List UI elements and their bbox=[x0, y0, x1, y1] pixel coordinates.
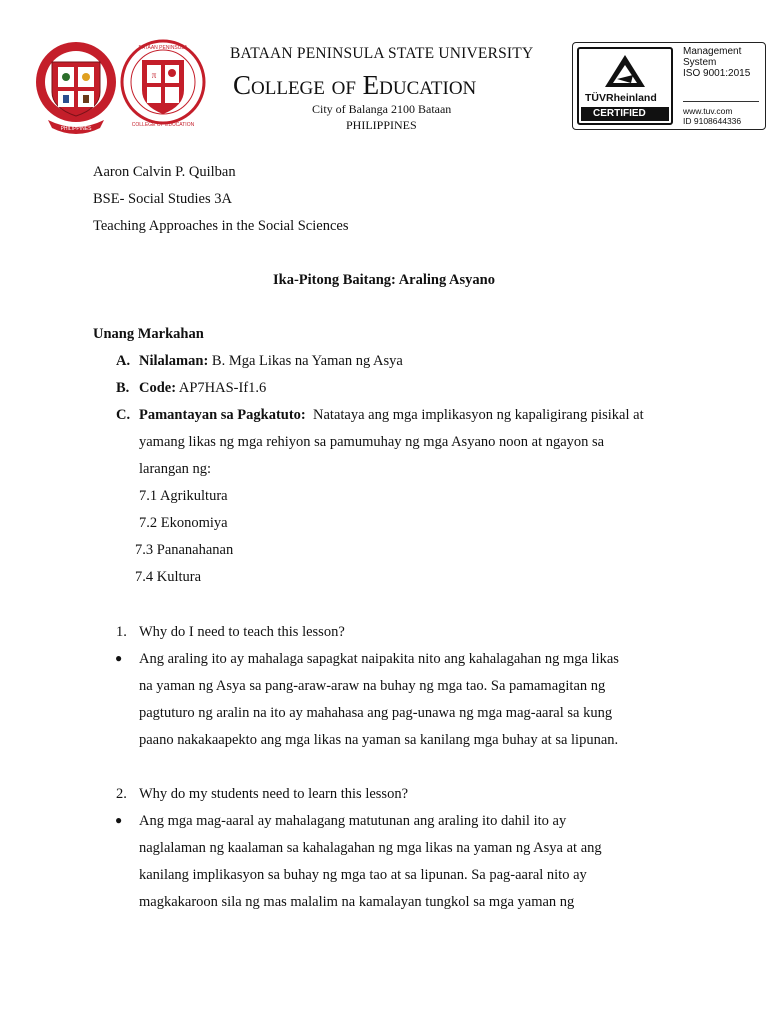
tuv-triangle-icon bbox=[603, 53, 647, 89]
cert-line3: ISO 9001:2015 bbox=[683, 68, 751, 79]
college-name: College of Education bbox=[233, 70, 477, 100]
university-seal bbox=[34, 36, 118, 138]
question-1-text: Why do I need to teach this lesson? bbox=[139, 624, 345, 640]
answer-1-line2: na yaman ng Asya sa pang-araw-araw na buhay ng mga tao. Sa pamamagitan ng bbox=[139, 678, 606, 694]
college-seal bbox=[120, 34, 206, 138]
answer-2-line2: naglalaman ng kaalaman sa kahalagahan ng mga likas na yaman ng Asya at ang bbox=[139, 840, 602, 856]
student-program: BSE- Social Studies 3A bbox=[93, 191, 232, 207]
question-2-number: 2. bbox=[116, 786, 127, 802]
question-2-text: Why do my students need to learn this lesson? bbox=[139, 786, 409, 802]
item-c-line2: yamang likas ng mga rehiyon sa pamumuhay ng mga Asyano noon at ngayon sa bbox=[139, 434, 605, 450]
student-name: Aaron Calvin P. Quilban bbox=[93, 164, 236, 180]
item-a-label: Nilalaman: bbox=[139, 353, 209, 369]
sub-item-ekonomiya: 7.2 Ekonomiya bbox=[139, 515, 228, 531]
item-c-label: Pamantayan sa Pagkatuto: bbox=[139, 407, 306, 423]
item-c-line1: Natataya ang mga implikasyon ng kapaligirang pisikal at bbox=[313, 407, 644, 423]
cert-line1: Management bbox=[683, 46, 742, 57]
answer-1-line4: paano nakakaapekto ang mga likas na yaman sa kanilang mga buhay at sa lipunan. bbox=[139, 732, 619, 748]
question-1-number: 1. bbox=[116, 624, 127, 640]
item-a bbox=[139, 354, 403, 369]
sub-item-pananahanan: 7.3 Pananahanan bbox=[135, 542, 234, 558]
item-b-value: AP7HAS-If1.6 bbox=[178, 380, 267, 396]
item-c-marker: C. bbox=[116, 407, 131, 423]
item-a-marker: A. bbox=[116, 353, 131, 369]
item-c bbox=[139, 408, 644, 423]
answer-2-line3: kanilang implikasyon sa buhay ng mga tao at sa lipunan. Sa pag-aaral nito ay bbox=[139, 867, 587, 883]
answer-1-line3: pagtuturo ng aralin na ito ay mahahasa ang pag-unawa ng mga mag-aaral sa kung bbox=[139, 705, 613, 721]
question-2-bullet: ● bbox=[115, 813, 123, 827]
seal2-top-text: BATAAN PENINSULA bbox=[138, 45, 188, 51]
item-c-line3: larangan ng: bbox=[139, 461, 212, 477]
address-line: City of Balanga 2100 Bataan bbox=[312, 102, 452, 116]
answer-1-line1: Ang araling ito ay mahalaga sapagkat naipakita nito ang kahalagahan ng mga likas bbox=[139, 651, 619, 667]
answer-2-line4: magkakaroon sila ng mas malalim na kamalayan tungkol sa mga yaman ng bbox=[139, 894, 575, 910]
course-title: Teaching Approaches in the Social Sciences bbox=[93, 218, 349, 234]
document-title: Ika-Pitong Baitang: Araling Asyano bbox=[273, 272, 495, 288]
certified-label: CERTIFIED bbox=[593, 108, 646, 119]
country-line: PHILIPPINES bbox=[346, 118, 417, 132]
item-a-value: B. Mga Likas na Yaman ng Asya bbox=[211, 353, 403, 369]
seal2-bottom-text: COLLEGE OF EDUCATION bbox=[131, 122, 195, 128]
cert-line2: System bbox=[683, 57, 717, 68]
seal1-bottom-text: PHILIPPINES bbox=[60, 126, 92, 132]
section-heading: Unang Markahan bbox=[93, 326, 204, 342]
university-name: BATAAN PENINSULA STATE UNIVERSITY bbox=[230, 45, 534, 62]
svg-text:π: π bbox=[151, 70, 157, 80]
tuv-brand-text: TÜVRheinland bbox=[585, 92, 657, 104]
sub-item-kultura: 7.4 Kultura bbox=[135, 569, 202, 585]
question-1-bullet: ● bbox=[115, 651, 123, 665]
answer-2-line1: Ang mga mag-aaral ay mahalagang matutunan ang araling ito dahil ito ay bbox=[139, 813, 567, 829]
item-b-marker: B. bbox=[116, 380, 130, 396]
item-b bbox=[139, 381, 266, 396]
cert-id: ID 9108644336 bbox=[683, 116, 742, 126]
sub-item-agrikultura: 7.1 Agrikultura bbox=[139, 488, 228, 504]
cert-url: www.tuv.com bbox=[683, 106, 733, 116]
iso-certification-badge bbox=[572, 42, 766, 130]
item-b-label: Code: bbox=[139, 380, 177, 396]
